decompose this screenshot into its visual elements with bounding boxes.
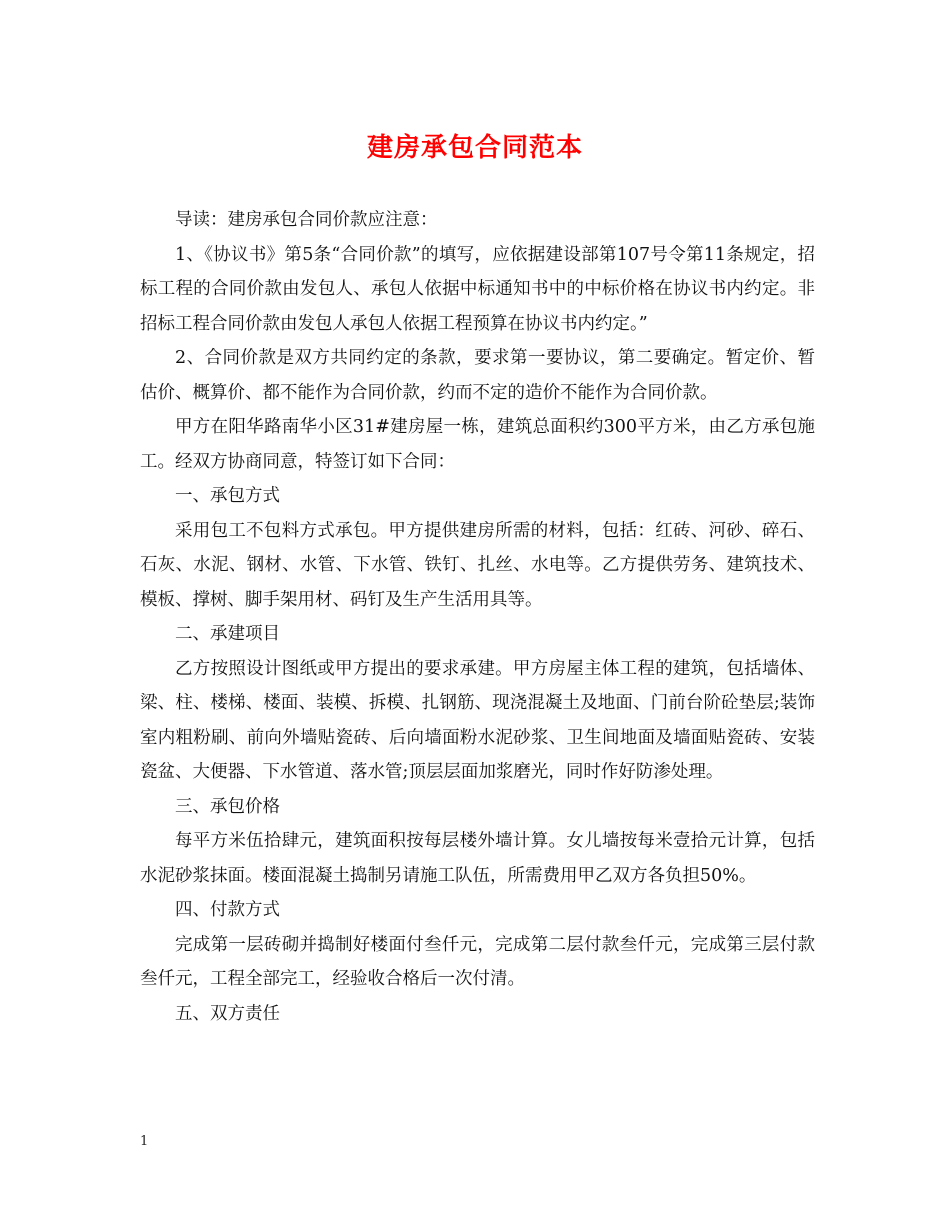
preamble-paragraph: 甲方在阳华路南华小区31#建房屋一栋，建筑总面积约300平方米，由乙方承包施工。经双方协商同意，特签订如下合同： <box>140 417 815 472</box>
note-paragraph-1: 1、《协议书》第5条“合同价款”的填写，应依据建设部第107号令第11条规定，招标工程的合同价款由发包人、承包人依据中标通知书中的中标价格在协议书内约定。非招标工程合同价款由发包人承包人依据工程预算在协议书内约定。” <box>140 244 815 334</box>
section-body-2: 乙方按照设计图纸或甲方提出的要求承建。甲方房屋主体工程的建筑，包括墙体、梁、柱、楼梯、楼面、装模、拆模、扎钢筋、现浇混凝土及地面、门前台阶砼垫层;装饰室内粗粉刷、前向外墙贴瓷砖、后向墙面粉水泥砂浆、卫生间地面及墙面贴瓷砖、安装瓷盆、大便器、下水管道、落水管;顶层层面加浆磨光，同时作好防渗处理。 <box>140 658 815 782</box>
page-number: 1 <box>140 1134 149 1149</box>
section-body-4: 完成第一层砖砌并捣制好楼面付叁仟元，完成第二层付款叁仟元，完成第三层付款叁仟元，工程全部完工，经验收合格后一次付清。 <box>140 934 815 989</box>
section-heading-5: 五、双方责任 <box>175 1003 280 1024</box>
section-body-3: 每平方米伍拾肆元，建筑面积按每层楼外墙计算。女儿墙按每米壹拾元计算，包括水泥砂浆抹面。楼面混凝土捣制另请施工队伍，所需费用甲乙双方各负担50%。 <box>140 831 815 886</box>
document-title: 建房承包合同范本 <box>366 133 583 163</box>
intro-paragraph: 导读：建房承包合同价款应注意： <box>175 210 438 230</box>
section-body-1: 采用包工不包料方式承包。甲方提供建房所需的材料，包括：红砖、河砂、碎石、石灰、水泥、钢材、水管、下水管、铁钉、扎丝、水电等。乙方提供劳务、建筑技术、模板、撑树、脚手架用材、码钉及生产生活用具等。 <box>140 520 815 610</box>
section-heading-1: 一、承包方式 <box>175 486 280 506</box>
document-body <box>140 203 815 1031</box>
section-heading-3: 三、承包价格 <box>175 796 280 817</box>
section-heading-2: 二、承建项目 <box>175 624 280 644</box>
section-heading-4: 四、付款方式 <box>175 900 280 920</box>
note-paragraph-2: 2、合同价款是双方共同约定的条款，要求第一要协议，第二要确定。暂定价、暂估价、概算价、都不能作为合同价款，约而不定的造价不能作为合同价款。 <box>140 348 815 403</box>
